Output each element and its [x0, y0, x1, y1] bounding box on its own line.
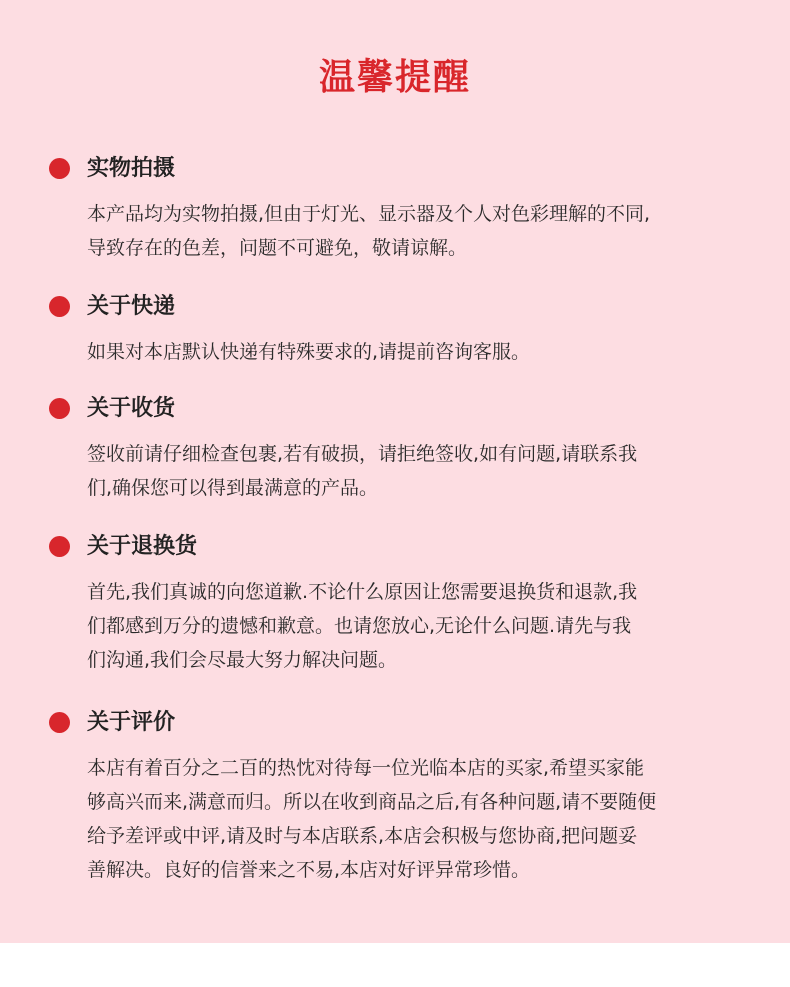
section-heading: 实物拍摄	[87, 156, 176, 181]
section-text-line: 如果对本店默认快递有特殊要求的,请提前咨询客服。	[87, 341, 531, 363]
section-text-line: 导致存在的色差，问题不可避免，敬请谅解。	[87, 237, 468, 259]
section-heading: 关于评价	[87, 710, 176, 735]
bullet-dot-icon	[49, 296, 70, 317]
section-text-line: 给予差评或中评,请及时与本店联系,本店会积极与您协商,把问题妥	[87, 825, 638, 847]
section-heading: 关于退换货	[87, 534, 198, 559]
section-text-line: 善解决。良好的信誉来之不易,本店对好评异常珍惜。	[87, 859, 531, 881]
bullet-dot-icon	[49, 712, 70, 733]
section-heading: 关于快递	[87, 294, 176, 319]
section-text-line: 们沟通,我们会尽最大努力解决问题。	[87, 649, 398, 671]
bullet-dot-icon	[49, 158, 70, 179]
section-text-line: 首先,我们真诚的向您道歉.不论什么原因让您需要退换货和退款,我	[87, 581, 638, 603]
bullet-dot-icon	[49, 536, 70, 557]
section-heading: 关于收货	[87, 396, 176, 421]
section-text-line: 本店有着百分之二百的热忱对待每一位光临本店的买家,希望买家能	[87, 757, 645, 779]
section-text-line: 够高兴而来,满意而归。所以在收到商品之后,有各种问题,请不要随便	[87, 791, 657, 813]
page-title: 温馨提醒	[318, 57, 471, 98]
section-text-line: 本产品均为实物拍摄,但由于灯光、显示器及个人对色彩理解的不同,	[87, 203, 651, 225]
bottom-margin	[0, 943, 790, 987]
section-text-line: 签收前请仔细检查包裹,若有破损，请拒绝签收,如有问题,请联系我	[87, 443, 638, 465]
section-text-line: 们,确保您可以得到最满意的产品。	[87, 477, 379, 499]
section-text-line: 们都感到万分的遗憾和歉意。也请您放心,无论什么问题.请先与我	[87, 615, 632, 637]
bullet-dot-icon	[49, 398, 70, 419]
